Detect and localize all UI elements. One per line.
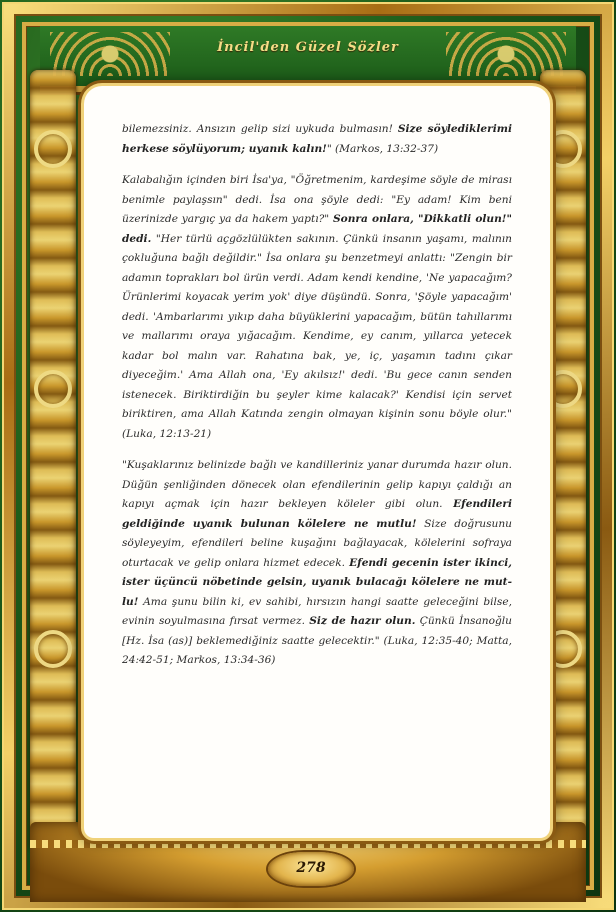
emphasized-text: Efendi gecenin ister ikinci, ister üçüncü nöbetinde gelsin, uyanık bulacağı kölelere ne mutlu! xyxy=(122,556,512,608)
scroll-ornament-icon xyxy=(34,130,72,168)
emphasized-text: Size söylediklerimi herkese söylüyorum; uyanık kalın! xyxy=(122,123,512,155)
scroll-ornament-icon xyxy=(34,370,72,408)
body-text: "Kuşaklarınız belinizde bağlı ve kandilleriniz yanar durumda hazır olun. Düğün şenliğinden dönecek olan efendilerinin gelip kapıyı çaldığı an kapıyı açmak için hazır bekleyen köleler gibi olun. xyxy=(122,459,512,510)
emphasized-text: Sonra onlara, "Dikkatli olun!" dedi. xyxy=(122,213,512,245)
scroll-ornament-icon xyxy=(34,630,72,668)
left-ornamental-column xyxy=(30,70,76,852)
paragraph xyxy=(122,120,512,159)
body-text: Size doğrusunu söyleyeyim, efendileri beline kuşağını bağlayacak, kölelerini sofraya oturtacak ve gelip onlara hizmet edecek. xyxy=(122,517,512,569)
page-body xyxy=(122,120,512,683)
body-text: Ama şunu bilin ki, ev sahibi, hırsızın hangi saatte geleceğini bilse, evinin soyulmasına fırsat vermez. xyxy=(122,595,512,627)
top-ornament xyxy=(40,26,576,92)
body-text: " (Markos, 13:32-37) xyxy=(326,142,439,155)
body-text: Çünkü İnsanoğlu [Hz. İsa (as)] beklemediğiniz saatte gelecektir." (Luka, 12:35-40; Matta, 24:42-51; Markos, 13:34-36) xyxy=(122,615,512,666)
emphasized-text: Efendileri geldiğinde uyanık bulunan kölelere ne mutlu! xyxy=(122,498,512,530)
book-title: İncil'den Güzel Sözler xyxy=(217,40,399,55)
page-number: 278 xyxy=(296,860,326,876)
emphasized-text: Siz de hazır olun. xyxy=(309,615,416,627)
paragraph xyxy=(122,171,512,444)
paragraph xyxy=(122,456,512,671)
body-text: bilemezsiniz. Ansızın gelip sizi uykuda bulmasın! xyxy=(122,123,398,135)
body-text: Kalabalığın içinden biri İsa'ya, "Öğretmenim, kardeşime söyle de mirası benimle paylaşsın" dedi. İsa ona şöyle dedi: "Ey adam! Kim beni üzerinizde yargıç ya da hakem yaptı?" xyxy=(122,174,512,225)
body-text: "Her türlü açgözlülükten sakının. Çünkü insanın yaşamı, malının çokluğuna bağlı değildir." İsa onlara şu benzetmeyi anlattı: "Zengin bir adamın toprakları bol ürün verdi. Adam kendi kendine, 'Ne yapacağım? Ürünlerimi koyacak yerim yok' diye düşündü. Sonra, 'Şöyle yapacağım' dedi. 'Ambarlarımı yıkıp daha büyüklerini yapacağım, bütün tahıllarımı ve mallarımı oraya yığacağım. Kendime, ey canım, yıllarca yetecek kadar bol malın var. Rahatına bak, ye, iç, yaşamın tadını çıkar diyeceğim.' Ama Allah ona, 'Ey akılsız!' dedi. 'Bu gece canın senden istenecek. Biriktirdiğin bu şeyler kime kalacak?' Kendisi için servet biriktiren, ama Allah Katında zengin olmayan kişinin sonu böyle olur." (Luka, 12:13-21) xyxy=(122,232,512,440)
